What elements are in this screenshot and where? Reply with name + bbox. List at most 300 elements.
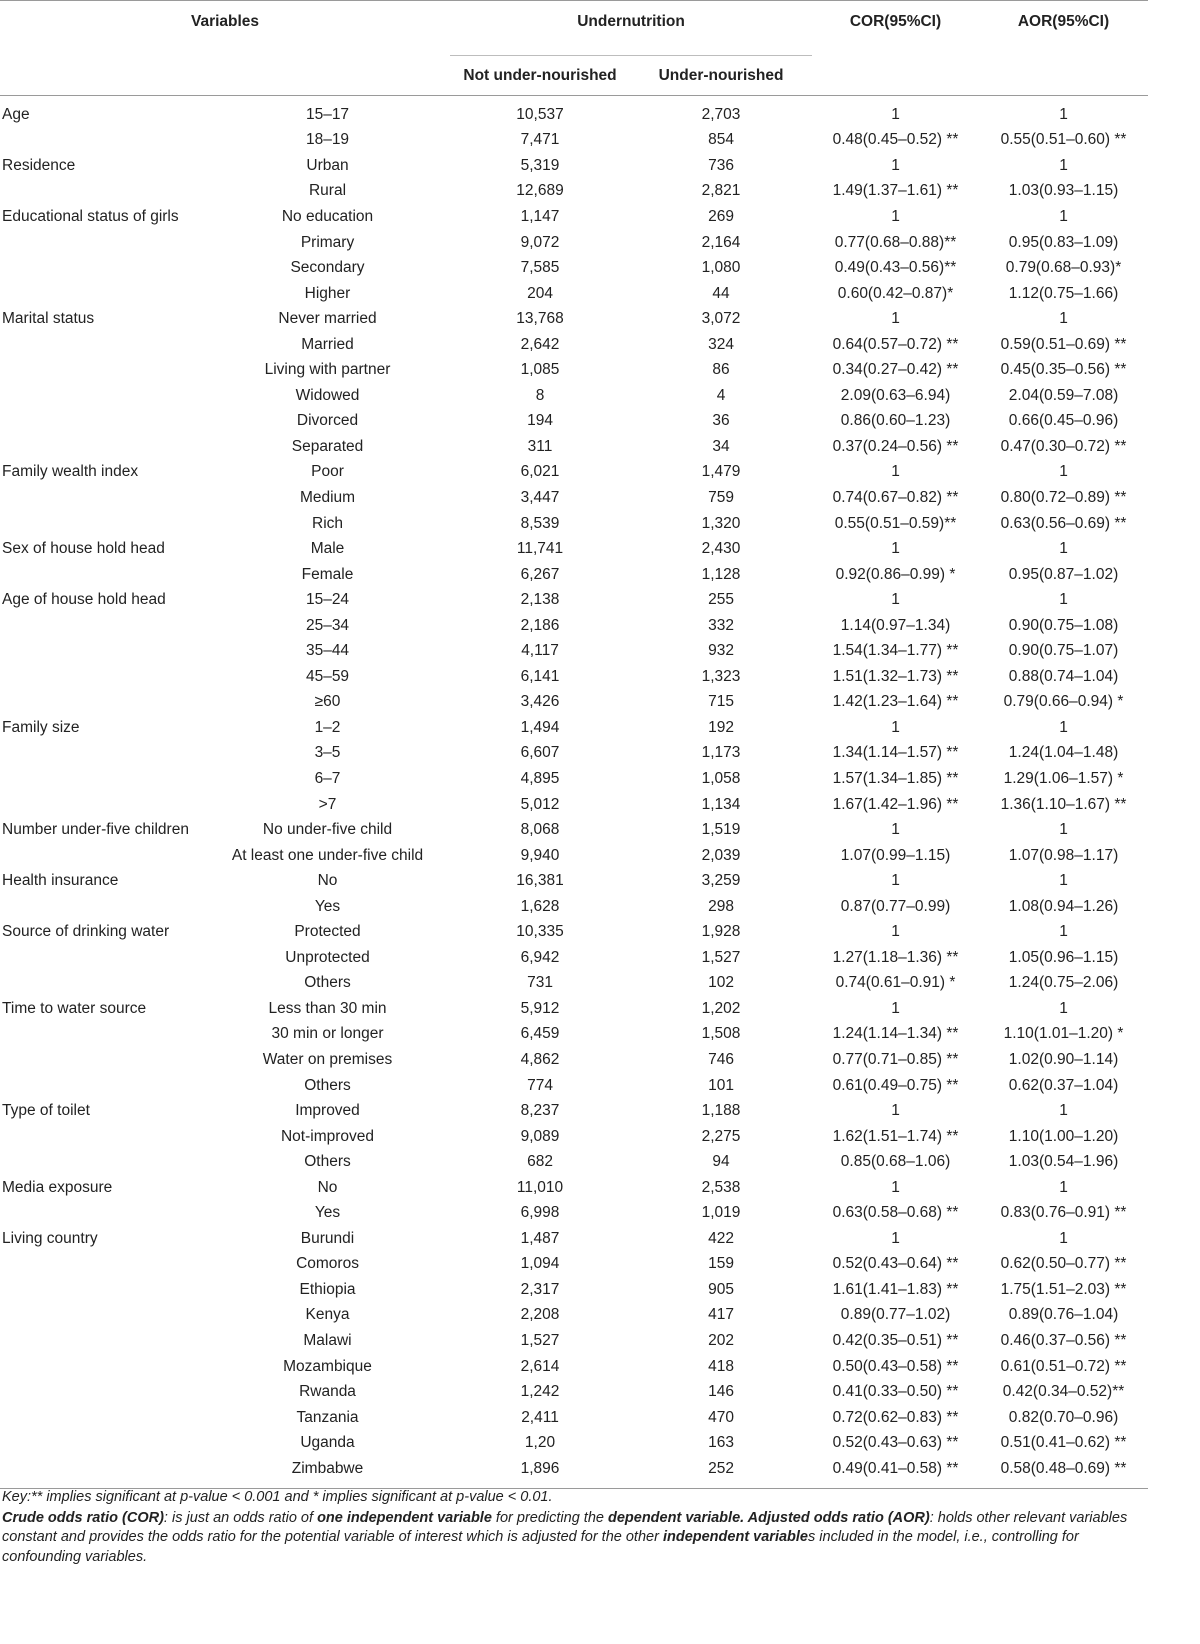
- category-cell: Yes: [314, 1204, 341, 1222]
- aor-cell: 0.90(0.75–1.07): [1008, 642, 1119, 660]
- cor-cell: 0.77(0.68–0.88)**: [834, 233, 957, 251]
- footnote-definitions: [2, 1509, 1148, 1568]
- category-cell: Protected: [294, 923, 361, 941]
- variable-cell: [0, 1149, 205, 1175]
- category-cell: Female: [301, 565, 354, 583]
- variable-cell: Family wealth index: [2, 463, 139, 481]
- variable-cell: [0, 434, 205, 460]
- category-cell: Ethiopia: [299, 1280, 356, 1298]
- category-cell: 15–24: [305, 591, 350, 609]
- category-cell: Poor: [311, 463, 344, 481]
- variable-cell: [0, 1354, 205, 1380]
- variable-cell: [0, 1047, 205, 1073]
- aor-cell: 0.79(0.66–0.94) *: [1003, 693, 1124, 711]
- under-nourished-cell: 102: [708, 974, 734, 992]
- aor-cell: 0.90(0.75–1.08): [1008, 616, 1119, 634]
- variable-cell: [0, 690, 205, 716]
- under-nourished-cell: 94: [712, 1153, 730, 1171]
- variable-cell: Marital status: [2, 310, 95, 328]
- category-cell: Tanzania: [296, 1408, 359, 1426]
- under-nourished-cell: 44: [712, 284, 730, 302]
- cor-cell: 1.54(1.34–1.77) **: [832, 642, 959, 660]
- cor-cell: 1.14(0.97–1.34): [840, 616, 951, 634]
- under-nourished-cell: 2,538: [701, 1178, 741, 1196]
- table-row: [0, 638, 1148, 664]
- under-nourished-cell: 1,080: [701, 259, 741, 277]
- table-row: [0, 204, 1148, 230]
- aor-cell: 1.36(1.10–1.67) **: [1000, 795, 1127, 813]
- cor-cell: 1.07(0.99–1.15): [840, 846, 951, 864]
- aor-cell: 1: [1059, 207, 1068, 225]
- under-nourished-cell: 417: [708, 1306, 734, 1324]
- under-nourished-cell: 2,164: [701, 233, 741, 251]
- not-under-nourished-cell: 9,940: [520, 846, 560, 864]
- footnote-key: Key:** implies significant at p-value < 0.001 and * implies significant at p-value < 0.01.: [2, 1489, 553, 1505]
- table-row: [0, 1098, 1148, 1124]
- under-nourished-cell: 192: [708, 718, 734, 736]
- under-nourished-cell: 1,928: [701, 923, 741, 941]
- table-footnotes: [2, 1488, 1148, 1567]
- table-row: [0, 179, 1148, 205]
- category-cell: Male: [310, 540, 345, 558]
- table-row: [0, 1303, 1148, 1329]
- aor-cell: 0.79(0.68–0.93)*: [1005, 259, 1122, 277]
- header-blank: [979, 56, 1148, 96]
- aor-cell: 1: [1059, 591, 1068, 609]
- category-cell: Primary: [300, 233, 355, 251]
- aor-cell: 0.61(0.51–0.72) **: [1000, 1357, 1127, 1375]
- under-nourished-cell: 298: [708, 897, 734, 915]
- under-nourished-cell: 269: [708, 207, 734, 225]
- variable-cell: Media exposure: [2, 1178, 113, 1196]
- aor-cell: 1: [1059, 999, 1068, 1017]
- cor-cell: 0.64(0.57–0.72) **: [832, 335, 959, 353]
- under-nourished-cell: 332: [708, 616, 734, 634]
- under-nourished-cell: 324: [708, 335, 734, 353]
- not-under-nourished-cell: 10,335: [516, 923, 564, 941]
- not-under-nourished-cell: 8,539: [520, 514, 560, 532]
- cor-cell: 0.42(0.35–0.51) **: [832, 1332, 959, 1350]
- variable-cell: Time to water source: [2, 999, 147, 1017]
- aor-cell: 0.95(0.83–1.09): [1008, 233, 1119, 251]
- not-under-nourished-cell: 13,768: [516, 310, 564, 328]
- category-cell: Yes: [314, 897, 341, 915]
- category-cell: Widowed: [295, 386, 360, 404]
- category-cell: Divorced: [296, 412, 359, 430]
- table-row: [0, 357, 1148, 383]
- under-nourished-cell: 1,058: [701, 769, 741, 787]
- aor-cell: 1.02(0.90–1.14): [1008, 1051, 1119, 1068]
- table-row: [0, 281, 1148, 307]
- variable-cell: [0, 1379, 205, 1405]
- aor-cell: 0.46(0.37–0.56) **: [1000, 1332, 1127, 1350]
- not-under-nourished-cell: 8: [535, 386, 545, 404]
- aor-cell: 0.62(0.50–0.77) **: [1000, 1255, 1127, 1273]
- cor-cell: 1.42(1.23–1.64) **: [832, 693, 959, 711]
- cor-cell: 2.09(0.63–6.94): [840, 386, 951, 404]
- aor-cell: 1.24(0.75–2.06): [1008, 974, 1119, 992]
- under-nourished-cell: 1,323: [701, 667, 741, 685]
- aor-cell: 1.29(1.06–1.57) *: [1003, 769, 1124, 787]
- variable-cell: Source of drinking water: [2, 923, 170, 941]
- category-cell: Kenya: [305, 1306, 350, 1324]
- under-nourished-cell: 736: [708, 156, 734, 174]
- under-nourished-cell: 101: [708, 1076, 734, 1094]
- category-cell: 30 min or longer: [271, 1025, 384, 1043]
- category-cell: Improved: [295, 1102, 360, 1120]
- category-cell: Never married: [278, 310, 377, 328]
- cor-cell: 1.67(1.42–1.96) **: [832, 795, 959, 813]
- not-under-nourished-cell: 2,138: [520, 591, 560, 609]
- not-under-nourished-cell: 8,068: [520, 821, 560, 839]
- header-blank: [812, 56, 979, 96]
- header-aor: AOR(95%CI): [1017, 13, 1110, 30]
- category-cell: Malawi: [303, 1332, 352, 1350]
- not-under-nourished-cell: 2,411: [521, 1408, 559, 1426]
- variable-cell: [0, 843, 205, 869]
- aor-cell: 1: [1059, 310, 1068, 328]
- under-nourished-cell: 86: [712, 361, 730, 379]
- under-nourished-cell: 1,019: [701, 1204, 741, 1222]
- cor-cell: 0.92(0.86–0.99) *: [835, 565, 956, 583]
- table-row: [0, 1456, 1148, 1488]
- cor-cell: 0.60(0.42–0.87)*: [837, 284, 954, 302]
- cor-cell: 1: [891, 310, 900, 328]
- category-cell: Rural: [308, 182, 347, 200]
- table-body: [0, 96, 1148, 1489]
- cor-cell: 1.62(1.51–1.74) **: [832, 1127, 959, 1145]
- cor-cell: 0.87(0.77–0.99): [840, 897, 951, 915]
- not-under-nourished-cell: 2,186: [520, 616, 560, 634]
- variable-cell: Educational status of girls: [2, 207, 179, 225]
- term-cor: Crude odds ratio (COR): [2, 1509, 164, 1526]
- category-cell: ≥60: [314, 693, 341, 711]
- not-under-nourished-cell: 1,487: [520, 1229, 560, 1247]
- aor-cell: 0.66(0.45–0.96): [1008, 412, 1119, 430]
- not-under-nourished-cell: 10,537: [516, 105, 564, 123]
- under-nourished-cell: 1,202: [701, 999, 741, 1017]
- variable-cell: [0, 766, 205, 792]
- not-under-nourished-cell: 204: [527, 284, 553, 302]
- cor-cell: 0.49(0.41–0.58) **: [832, 1459, 959, 1477]
- variable-cell: [0, 1022, 205, 1048]
- table-row: [0, 868, 1148, 894]
- variable-cell: [0, 1252, 205, 1278]
- aor-cell: 0.62(0.37–1.04): [1008, 1076, 1119, 1094]
- cor-cell: 0.49(0.43–0.56)**: [834, 259, 957, 277]
- cor-cell: 0.50(0.43–0.58) **: [832, 1357, 959, 1375]
- under-nourished-cell: 202: [708, 1332, 734, 1350]
- variable-cell: [0, 1430, 205, 1456]
- under-nourished-cell: 1,128: [701, 565, 741, 583]
- header-not-under-nourished: Not under-nourished: [450, 56, 630, 96]
- under-nourished-cell: 1,173: [701, 744, 741, 762]
- variable-cell: [0, 664, 205, 690]
- table-row: [0, 536, 1148, 562]
- cor-cell: 1.51(1.32–1.73) **: [832, 667, 959, 685]
- category-cell: >7: [318, 795, 337, 813]
- table-row: [0, 1047, 1148, 1073]
- category-cell: Uganda: [300, 1434, 355, 1452]
- not-under-nourished-cell: 1,628: [520, 897, 560, 915]
- category-cell: 6–7: [314, 769, 341, 787]
- category-cell: 25–34: [305, 616, 350, 634]
- aor-cell: 0.83(0.76–0.91) **: [1000, 1204, 1127, 1222]
- not-under-nourished-cell: 1,094: [520, 1255, 560, 1273]
- table-row: [0, 511, 1148, 537]
- table-row: [0, 996, 1148, 1022]
- variable-cell: Type of toilet: [2, 1102, 90, 1120]
- variable-cell: [0, 332, 205, 358]
- not-under-nourished-cell: 12,689: [516, 182, 564, 200]
- cor-cell: 0.89(0.77–1.02): [840, 1306, 951, 1324]
- category-cell: 45–59: [305, 667, 350, 685]
- aor-cell: 0.55(0.51–0.60) **: [1000, 131, 1127, 149]
- under-nourished-cell: 932: [708, 642, 734, 660]
- cor-cell: 0.61(0.49–0.75) **: [832, 1076, 959, 1094]
- not-under-nourished-cell: 3,426: [520, 693, 560, 711]
- cor-cell: 0.74(0.61–0.91) *: [835, 974, 956, 992]
- category-cell: 1–2: [314, 718, 341, 736]
- table-row: [0, 920, 1148, 946]
- category-cell: Others: [304, 1153, 351, 1171]
- category-cell: Rich: [312, 514, 344, 532]
- aor-cell: 1.10(1.00–1.20): [1008, 1127, 1119, 1145]
- cor-cell: 0.72(0.62–0.83) **: [832, 1408, 959, 1426]
- variable-cell: Age: [2, 105, 30, 123]
- category-cell: Mozambique: [283, 1357, 372, 1375]
- table-row: [0, 409, 1148, 435]
- term-dependent: dependent variable.: [607, 1509, 745, 1526]
- category-cell: Not-improved: [280, 1127, 375, 1145]
- not-under-nourished-cell: 194: [527, 412, 553, 430]
- aor-cell: 1: [1059, 156, 1068, 174]
- not-under-nourished-cell: 1,242: [520, 1383, 560, 1401]
- cor-cell: 1: [891, 1178, 900, 1196]
- not-under-nourished-cell: 774: [527, 1076, 553, 1094]
- cor-cell: 0.34(0.27–0.42) **: [832, 361, 959, 379]
- variable-cell: Residence: [2, 156, 76, 174]
- variable-cell: [0, 1303, 205, 1329]
- under-nourished-cell: 252: [708, 1459, 734, 1477]
- table-row: [0, 792, 1148, 818]
- category-cell: Separated: [291, 437, 364, 455]
- not-under-nourished-cell: 2,317: [520, 1280, 560, 1298]
- variable-cell: Family size: [2, 718, 80, 736]
- table-row: [0, 690, 1148, 716]
- category-cell: Less than 30 min: [268, 999, 387, 1017]
- table-row: [0, 128, 1148, 154]
- aor-cell: 0.58(0.48–0.69) **: [1000, 1459, 1127, 1477]
- not-under-nourished-cell: 6,998: [520, 1204, 560, 1222]
- aor-cell: 1.08(0.94–1.26): [1008, 897, 1119, 915]
- variable-cell: [0, 945, 205, 971]
- cor-cell: 1: [891, 1229, 900, 1247]
- table-row: [0, 945, 1148, 971]
- not-under-nourished-cell: 1,527: [520, 1332, 560, 1350]
- category-cell: No education: [281, 207, 374, 225]
- table-row: [0, 894, 1148, 920]
- under-nourished-cell: 1,479: [701, 463, 741, 481]
- aor-cell: 0.82(0.70–0.96): [1008, 1408, 1119, 1426]
- variable-cell: [0, 1405, 205, 1431]
- table-row: [0, 843, 1148, 869]
- cor-cell: 1: [891, 463, 900, 481]
- header-undernutrition: Undernutrition: [577, 13, 685, 30]
- table-row: [0, 383, 1148, 409]
- under-nourished-cell: 2,703: [701, 105, 741, 123]
- not-under-nourished-cell: 9,072: [520, 233, 560, 251]
- table-row: [0, 306, 1148, 332]
- cor-cell: 0.55(0.51–0.59)**: [834, 514, 957, 532]
- term-independent: one independent variable: [317, 1509, 492, 1526]
- under-nourished-cell: 36: [712, 412, 730, 430]
- variable-cell: [0, 792, 205, 818]
- not-under-nourished-cell: 2,614: [520, 1357, 560, 1375]
- category-cell: Unprotected: [285, 948, 370, 966]
- under-nourished-cell: 34: [712, 437, 730, 455]
- not-under-nourished-cell: 6,267: [520, 565, 560, 583]
- aor-cell: 1: [1059, 872, 1068, 890]
- variable-cell: [0, 638, 205, 664]
- category-cell: No under-five child: [262, 821, 393, 839]
- aor-cell: 1.03(0.54–1.96): [1008, 1153, 1119, 1171]
- cor-cell: 0.77(0.71–0.85) **: [832, 1051, 959, 1068]
- cor-cell: 1: [891, 999, 900, 1017]
- text-cor-2: for predicting the: [491, 1509, 608, 1526]
- not-under-nourished-cell: 5,912: [520, 999, 560, 1017]
- variable-cell: [0, 1277, 205, 1303]
- cor-cell: 0.52(0.43–0.64) **: [832, 1255, 959, 1273]
- variable-cell: [0, 255, 205, 281]
- category-cell: At least one under-five child: [231, 846, 424, 864]
- not-under-nourished-cell: 6,607: [520, 744, 560, 762]
- aor-cell: 1.12(0.75–1.66): [1008, 284, 1119, 302]
- under-nourished-cell: 1,188: [701, 1102, 741, 1120]
- cor-cell: 1: [891, 105, 900, 123]
- cor-cell: 0.48(0.45–0.52) **: [832, 131, 959, 149]
- table-row: [0, 587, 1148, 613]
- table-row: [0, 1354, 1148, 1380]
- table-row: [0, 1430, 1148, 1456]
- header-blank: [0, 56, 205, 96]
- not-under-nourished-cell: 5,012: [520, 795, 560, 813]
- variable-cell: [0, 409, 205, 435]
- variable-cell: Health insurance: [2, 872, 119, 890]
- not-under-nourished-cell: 7,471: [520, 131, 560, 149]
- cor-cell: 1: [891, 718, 900, 736]
- cor-cell: 1: [891, 923, 900, 941]
- aor-cell: 1: [1059, 1178, 1068, 1196]
- aor-cell: 0.59(0.51–0.69) **: [1000, 335, 1127, 353]
- cor-cell: 1.27(1.18–1.36) **: [832, 948, 959, 966]
- table-row: [0, 1277, 1148, 1303]
- cor-cell: 1.34(1.14–1.57) **: [832, 744, 959, 762]
- cor-cell: 0.85(0.68–1.06): [840, 1153, 951, 1171]
- table-row: [0, 766, 1148, 792]
- table-row: [0, 1252, 1148, 1278]
- under-nourished-cell: 422: [708, 1229, 734, 1247]
- header-cor: COR(95%CI): [849, 13, 942, 30]
- under-nourished-cell: 854: [708, 131, 734, 149]
- variable-cell: [0, 1201, 205, 1227]
- table-row: [0, 1149, 1148, 1175]
- not-under-nourished-cell: 4,862: [520, 1051, 560, 1068]
- category-cell: 15–17: [305, 105, 350, 123]
- variable-cell: [0, 357, 205, 383]
- under-nourished-cell: 1,134: [701, 795, 741, 813]
- text-aor-2: s included in the model, i.e., controlling for confounding variables.: [2, 1529, 1079, 1565]
- under-nourished-cell: 159: [708, 1255, 734, 1273]
- header-under-nourished: Under-nourished: [630, 56, 812, 96]
- variable-cell: [0, 230, 205, 256]
- category-cell: Comoros: [296, 1255, 359, 1273]
- aor-cell: 1: [1059, 463, 1068, 481]
- not-under-nourished-cell: 1,147: [520, 207, 560, 225]
- aor-cell: 1.10(1.01–1.20) *: [1003, 1025, 1124, 1043]
- under-nourished-cell: 1,508: [701, 1025, 741, 1043]
- under-nourished-cell: 1,519: [701, 821, 741, 839]
- cor-cell: 1.49(1.37–1.61) **: [832, 182, 959, 200]
- under-nourished-cell: 905: [708, 1280, 734, 1298]
- not-under-nourished-cell: 1,896: [520, 1459, 560, 1477]
- category-cell: Living with partner: [264, 361, 391, 379]
- variable-cell: Living country: [2, 1229, 98, 1247]
- aor-cell: 0.63(0.56–0.69) **: [1000, 514, 1127, 532]
- category-cell: Medium: [299, 488, 356, 506]
- category-cell: 18–19: [305, 131, 350, 149]
- variable-cell: [0, 179, 205, 205]
- aor-cell: 0.47(0.30–0.72) **: [1000, 437, 1127, 455]
- variable-cell: [0, 971, 205, 997]
- under-nourished-cell: 255: [708, 591, 734, 609]
- table-row: [0, 230, 1148, 256]
- table-row: [0, 817, 1148, 843]
- table-row: [0, 741, 1148, 767]
- not-under-nourished-cell: 5,319: [520, 156, 560, 174]
- not-under-nourished-cell: 11,010: [516, 1178, 564, 1196]
- under-nourished-cell: 2,821: [701, 182, 741, 200]
- under-nourished-cell: 2,275: [701, 1127, 741, 1145]
- table-row: [0, 715, 1148, 741]
- variable-cell: Sex of house hold head: [2, 540, 165, 558]
- category-cell: Burundi: [300, 1229, 355, 1247]
- not-under-nourished-cell: 9,089: [520, 1127, 560, 1145]
- not-under-nourished-cell: 311: [527, 437, 553, 455]
- category-cell: Rwanda: [299, 1383, 356, 1401]
- table-row: [0, 332, 1148, 358]
- not-under-nourished-cell: 1,20: [524, 1434, 556, 1452]
- aor-cell: 0.80(0.72–0.89) **: [1000, 488, 1127, 506]
- aor-cell: 1.03(0.93–1.15): [1008, 182, 1119, 200]
- table-row: [0, 485, 1148, 511]
- aor-cell: 1: [1059, 821, 1068, 839]
- not-under-nourished-cell: 16,381: [516, 872, 564, 890]
- variable-cell: [0, 613, 205, 639]
- cor-cell: 1.24(1.14–1.34) **: [832, 1025, 959, 1043]
- variable-cell: [0, 383, 205, 409]
- aor-cell: 1: [1059, 923, 1068, 941]
- term-independent-variable: independent variable: [662, 1529, 808, 1545]
- aor-cell: 1: [1059, 718, 1068, 736]
- aor-cell: 1.75(1.51–2.03) **: [1000, 1280, 1127, 1298]
- category-cell: Married: [301, 335, 354, 353]
- variable-cell: [0, 1328, 205, 1354]
- cor-cell: 1: [891, 540, 900, 558]
- not-under-nourished-cell: 6,141: [520, 667, 560, 685]
- aor-cell: 1: [1059, 540, 1068, 558]
- variable-cell: Number under-five children: [2, 821, 189, 839]
